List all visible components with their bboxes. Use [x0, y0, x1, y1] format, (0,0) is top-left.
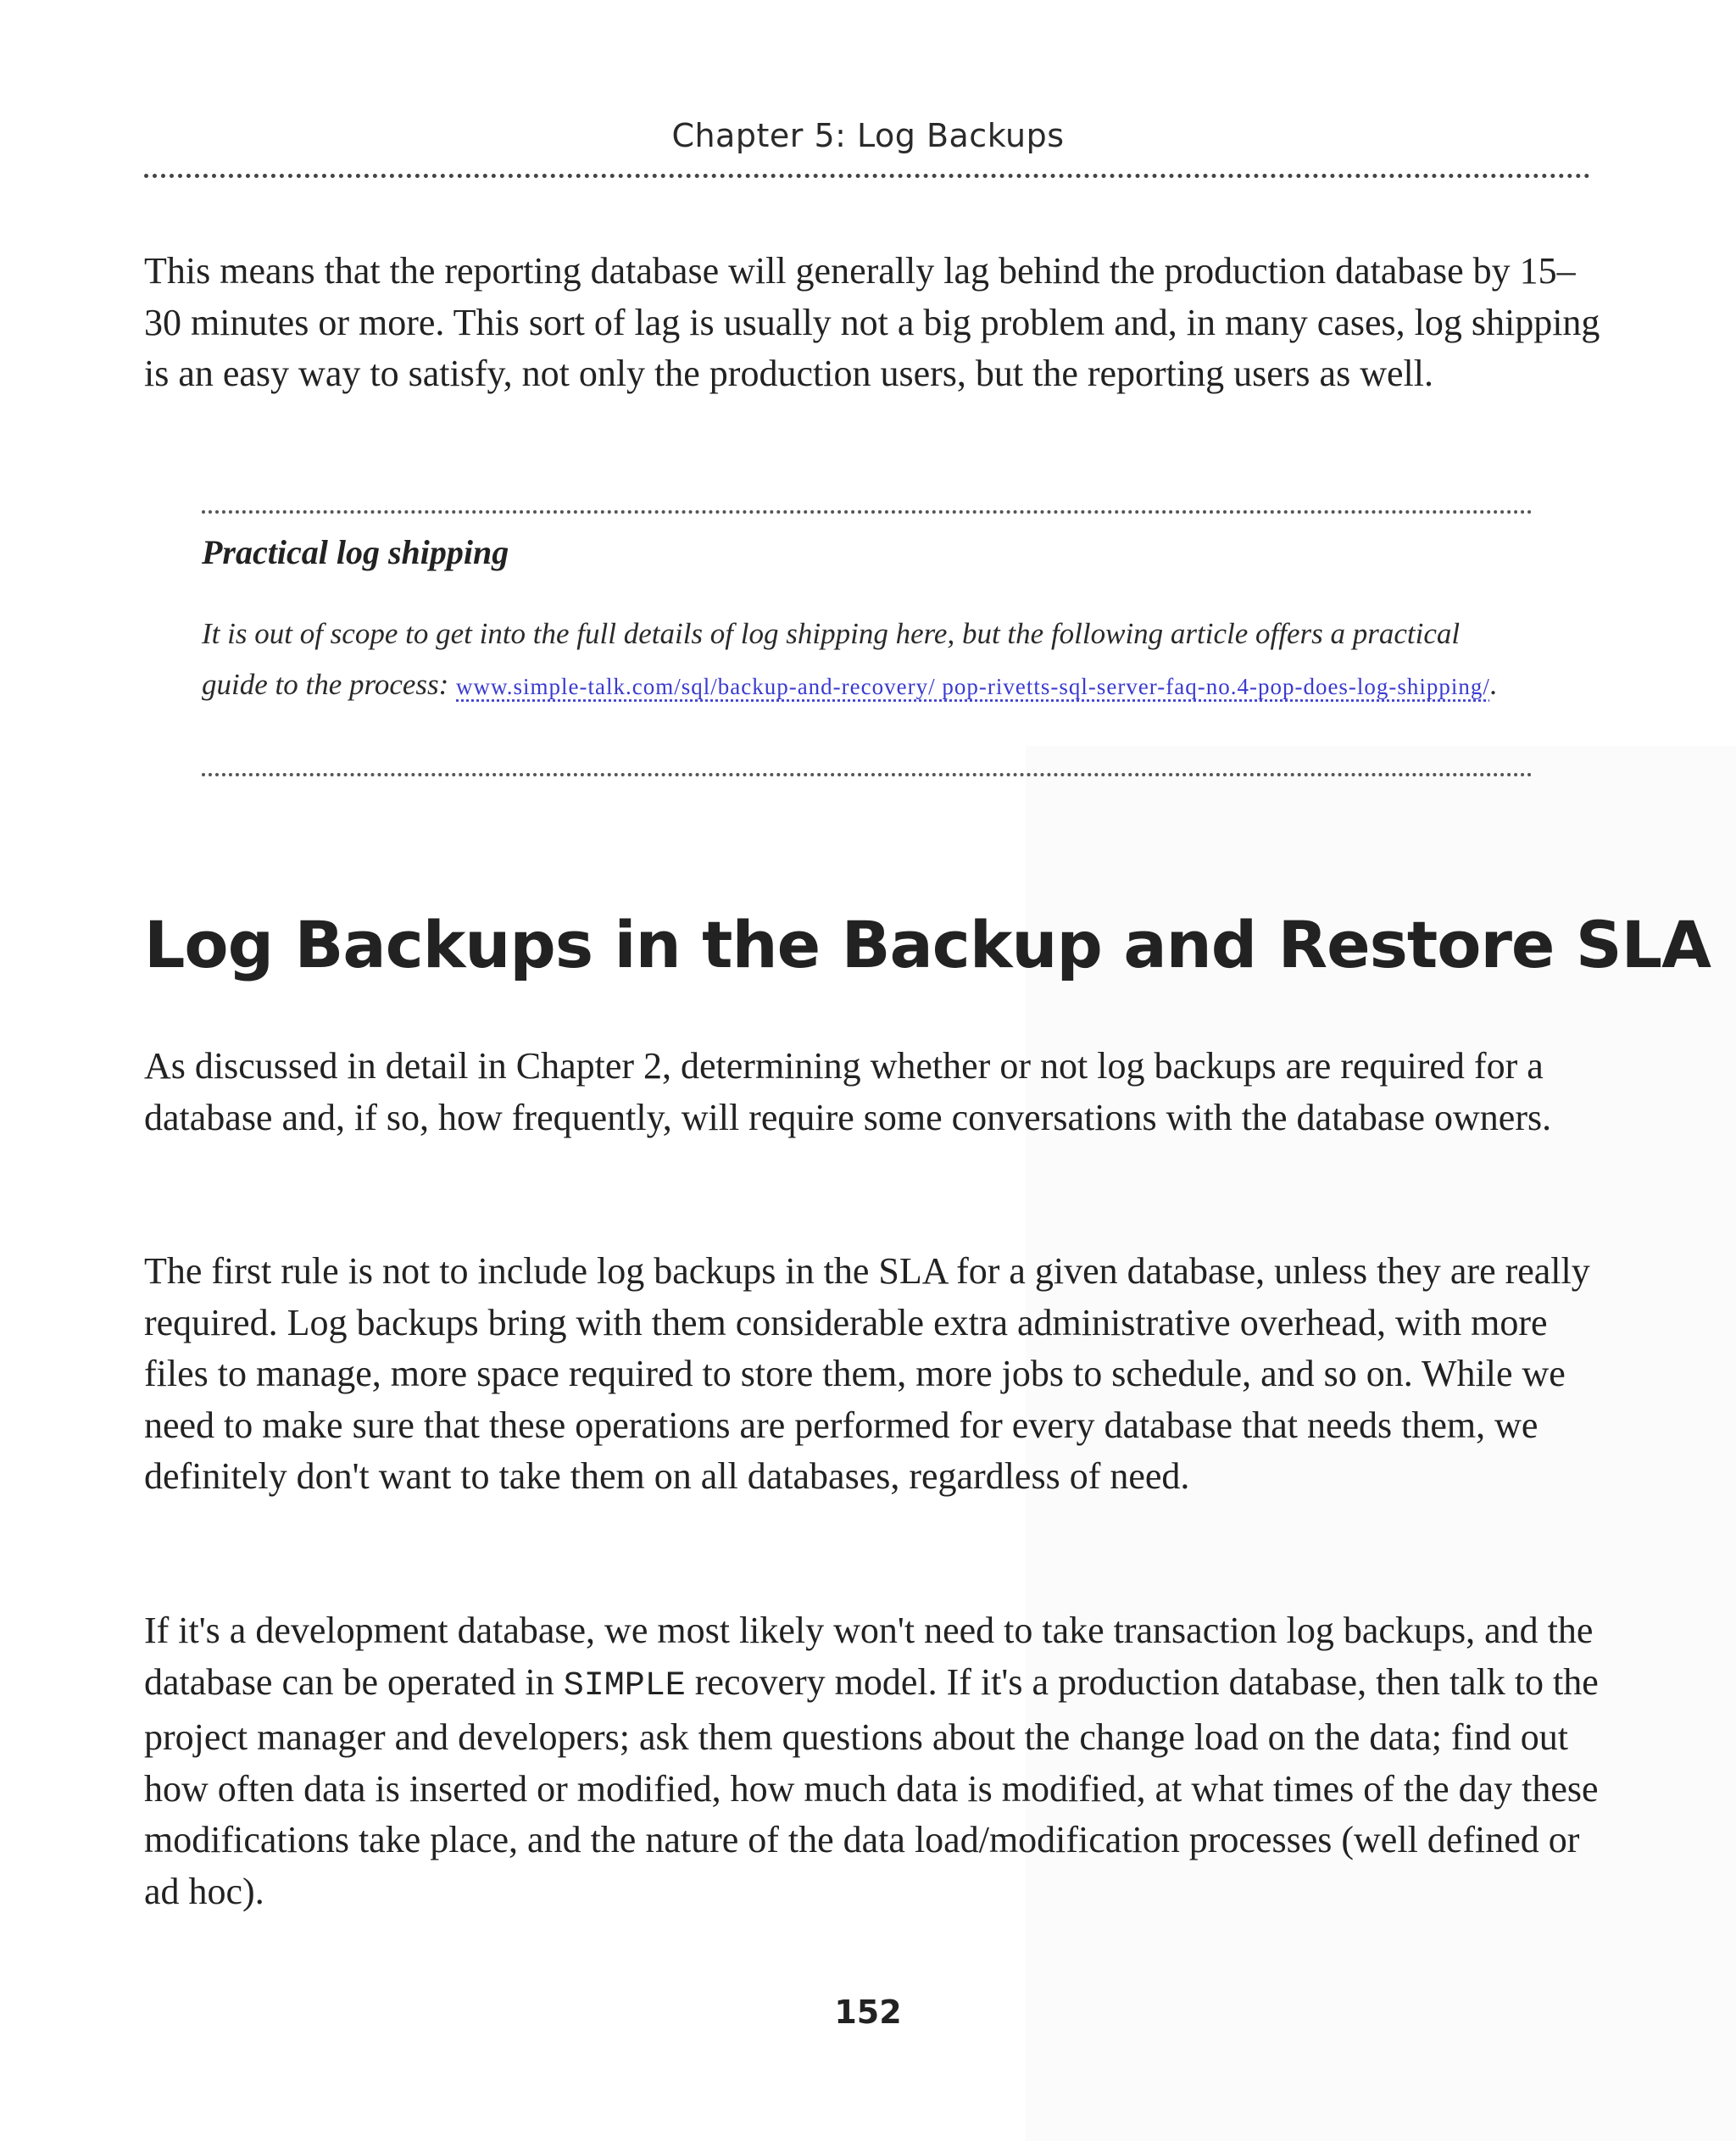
sla-paragraph-1: As discussed in detail in Chapter 2, determining whether or not log backups are required for a database and, if so, how frequently, will require some conversations with the database owners.: [144, 1045, 1552, 1138]
sla-paragraph-3: [144, 1605, 1602, 1917]
page-number: 152: [834, 1994, 902, 2031]
sla-paragraph-2: The first rule is not to include log backups in the SLA for a given database, unless they are really required. Log backups bring with them considerable extra administrative overhead, with more files to manage, more space required to store them, more jobs to schedule, and so on. While we need to make sure that these operations are performed for every database that needs them, we definitely don't want to take them on all databases, regardless of need.: [144, 1250, 1590, 1497]
sidebar-body: [202, 609, 1533, 712]
header-divider: [144, 174, 1590, 178]
intro-paragraph: This means that the reporting database will generally lag behind the production database by 15–30 minutes or more. This sort of lag is usually not a big problem and, in many cases, log shipping is an easy way to satisfy, not only the production users, but the reporting users as well.: [144, 250, 1600, 394]
sidebar-note: [202, 510, 1533, 776]
running-head: Chapter 5: Log Backups: [671, 117, 1065, 154]
sidebar-title: Practical log shipping: [202, 533, 509, 571]
sla-paragraph-3-end: recovery model. If it's a production database, then talk to the project manager and developers; ask them questions about the change load on the data; find out how often data is inserted or modified, how much data is modified, at what times of the day these modifications take place, and the nature of the data load/modification processes (well defined or ad hoc).: [144, 1660, 1599, 1912]
section-heading: Log Backups in the Backup and Restore SLA: [144, 907, 1711, 982]
article-link[interactable]: www.simple-talk.com/sql/backup-and-recovery/ pop-rivetts-sql-server-faq-no.4-pop-does-log-shipping/: [456, 674, 1490, 699]
sidebar-body-text: It is out of scope to get into the full details of log shipping here, but the following article offers a practical guide to the process:: [202, 617, 1461, 701]
recovery-model-code: SIMPLE: [563, 1666, 686, 1705]
sidebar-trailing-period: .: [1489, 668, 1498, 701]
sla-paragraph-3-start: If it's a development database, we most likely won't need to take transaction log backups, and the database can be operated in: [144, 1610, 1594, 1703]
